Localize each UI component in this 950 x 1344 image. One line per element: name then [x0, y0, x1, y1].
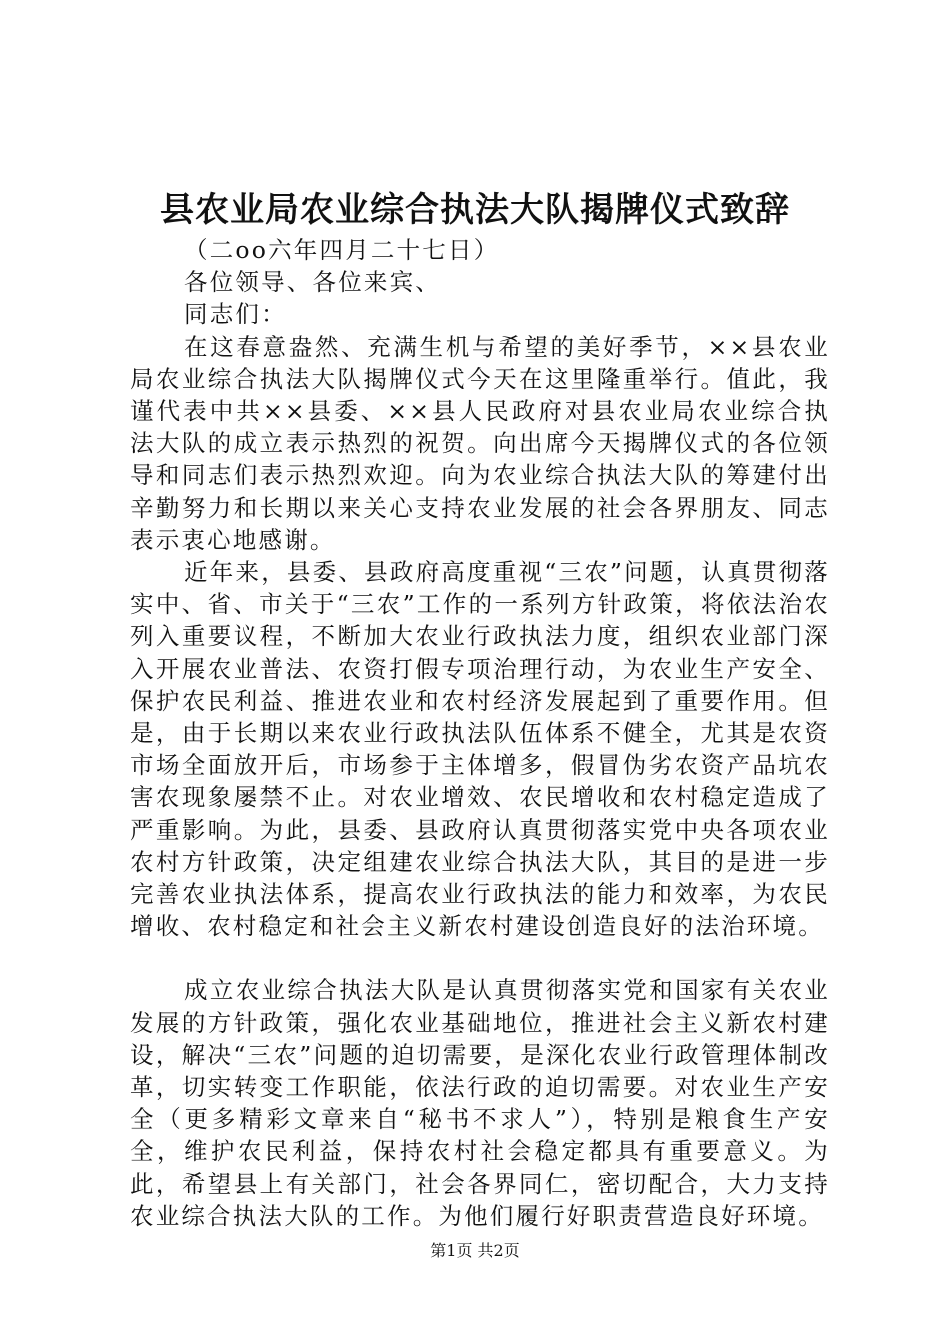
paragraph-significance: 成立农业综合执法大队是认真贯彻落实党和国家有关农业发展的方针政策，强化农业基础地位，推进社会主义新农村建设，解决“三农”问题的迫切需要，是深化农业行政管理体制改革，切实转变工作职能，依法行政的迫切需要。对农业生产安全（更多精彩文章来自“秘书不求人”），特别是粮食生产安全，维护农民利益，保持农村社会稳定都具有重要意义。为此，希望县上有关部门，社会各界同仁，密切配合，大力支持农业综合执法大队的工作。为他们履行好职责营造良好环境。: [130, 976, 830, 1230]
paragraph-background: 近年来，县委、县政府高度重视“三农”问题，认真贯彻落实中、省、市关于“三农”工作的一系列方针政策，将依法治农列入重要议程，不断加大农业行政执法力度，组织农业部门深入开展农业普法、农资打假专项治理行动，为农业生产安全、保护农民利益、推进农业和农村经济发展起到了重要作用。但是，由于长期以来农业行政执法队伍体系不健全，尤其是农资市场全面放开后，市场参于主体增多，假冒伪劣农资产品坑农害农现象屡禁不止。对农业增效、农民增收和农村稳定造成了严重影响。为此，县委、县政府认真贯彻落实党中央各项农业农村方针政策，决定组建农业综合执法大队，其目的是进一步完善农业执法体系，提高农业行政执法的能力和效率，为农民增收、农村稳定和社会主义新农村建设创造良好的法治环境。: [130, 558, 830, 941]
document-title: 县农业局农业综合执法大队揭牌仪式致辞: [160, 190, 790, 230]
page-number: 第1页 共2页: [430, 1241, 520, 1260]
date-line: （二oo六年四月二十七日）: [184, 236, 500, 264]
paragraph-opening: 在这春意盎然、充满生机与希望的美好季节，××县农业局农业综合执法大队揭牌仪式今天在这里隆重举行。值此，我谨代表中共××县委、××县人民政府对县农业局农业综合执法大队的成立表示热烈的祝贺。向出席今天揭牌仪式的各位领导和同志们表示热烈欢迎。向为农业综合执法大队的筹建付出辛勤努力和长期以来关心支持农业发展的社会各界朋友、同志表示衷心地感谢。: [130, 332, 830, 554]
salutation-leaders: 各位领导、各位来宾、: [184, 268, 441, 297]
salutation-comrades: 同志们：: [184, 300, 287, 329]
document-body: [130, 234, 830, 1232]
paragraph-gap: [130, 942, 830, 974]
